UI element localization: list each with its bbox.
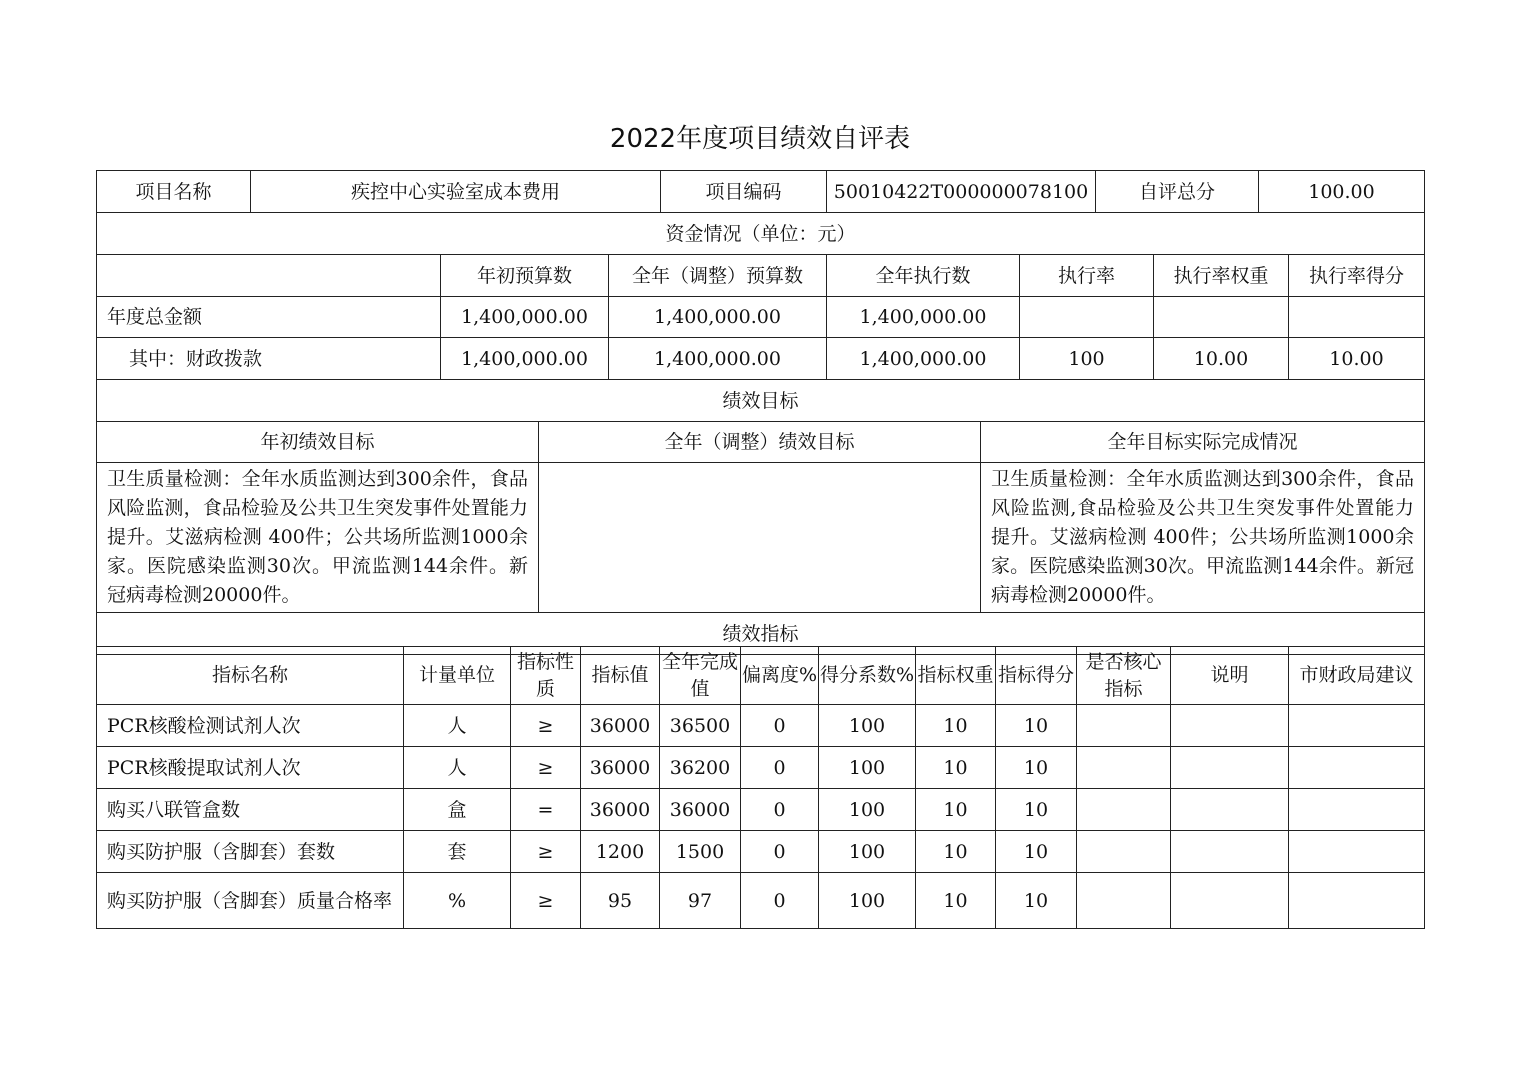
cell	[1289, 789, 1425, 831]
cell: ≥	[511, 705, 581, 747]
cell	[1289, 297, 1425, 338]
header-cell: 执行率权重	[1154, 255, 1289, 297]
page-title: 2022年度项目绩效自评表	[609, 124, 911, 154]
indicators-table	[96, 646, 1425, 929]
cell: 10	[916, 873, 996, 929]
cell: ≥	[511, 873, 581, 929]
indicator-name: 购买八联管盒数	[97, 789, 404, 831]
cell: 盒	[404, 789, 511, 831]
cell	[1154, 297, 1289, 338]
cell: 95	[581, 873, 660, 929]
goals-section-title: 绩效目标	[97, 380, 1425, 422]
indicator-name: PCR核酸提取试剂人次	[97, 747, 404, 789]
header-cell: 指标值	[581, 647, 660, 705]
indicators-header-row	[97, 647, 1425, 705]
cell: 1200	[581, 831, 660, 873]
cell: 36500	[660, 705, 741, 747]
cell	[1171, 747, 1289, 789]
table-row	[97, 705, 1425, 747]
cell: 1,400,000.00	[609, 338, 827, 380]
cell	[1077, 705, 1171, 747]
cell	[1077, 789, 1171, 831]
goals-table	[96, 379, 1425, 655]
cell: 1500	[660, 831, 741, 873]
cell	[1020, 297, 1154, 338]
table-row	[97, 873, 1425, 929]
funds-section-title: 资金情况（单位：元）	[97, 213, 1425, 255]
cell	[1289, 831, 1425, 873]
cell: 人	[404, 705, 511, 747]
header-cell: 全年目标实际完成情况	[981, 422, 1425, 463]
header-cell: 得分系数%	[819, 647, 916, 705]
row-label: 其中：财政拨款	[97, 338, 441, 380]
cell: =	[511, 789, 581, 831]
cell	[1289, 705, 1425, 747]
header-cell: 指标得分	[996, 647, 1077, 705]
cell: 36200	[660, 747, 741, 789]
header-cell: 是否核心指标	[1077, 647, 1171, 705]
cell: 10	[996, 705, 1077, 747]
table-row	[97, 338, 1425, 380]
header-cell: 计量单位	[404, 647, 511, 705]
cell	[1171, 831, 1289, 873]
cell: 100	[819, 873, 916, 929]
project-code: 50010422T000000078100	[827, 171, 1096, 213]
cell	[1289, 873, 1425, 929]
cell: %	[404, 873, 511, 929]
table-row	[97, 747, 1425, 789]
cell: 0	[741, 747, 819, 789]
header-cell	[97, 255, 441, 297]
table-row	[97, 831, 1425, 873]
cell: 100	[819, 705, 916, 747]
project-name: 疾控中心实验室成本费用	[251, 171, 661, 213]
header-cell: 执行率	[1020, 255, 1154, 297]
indicator-name: 购买防护服（含脚套）套数	[97, 831, 404, 873]
header-cell: 全年执行数	[827, 255, 1020, 297]
cell: 0	[741, 705, 819, 747]
cell: 10	[996, 789, 1077, 831]
project-info-table	[96, 170, 1425, 255]
header-cell: 执行率得分	[1289, 255, 1425, 297]
table-row	[97, 789, 1425, 831]
cell: 100	[819, 789, 916, 831]
table-row	[97, 297, 1425, 338]
cell: 10.00	[1289, 338, 1425, 380]
header-cell: 全年（调整）绩效目标	[539, 422, 981, 463]
cell	[1077, 873, 1171, 929]
score-label: 自评总分	[1096, 171, 1259, 213]
header-cell: 指标名称	[97, 647, 404, 705]
cell: 10	[916, 831, 996, 873]
cell: 100	[819, 747, 916, 789]
indicators-section-title: 绩效指标	[97, 613, 1425, 655]
header-cell: 年初预算数	[441, 255, 609, 297]
header-cell: 市财政局建议	[1289, 647, 1425, 705]
indicator-name: 购买防护服（含脚套）质量合格率	[97, 873, 404, 929]
adjusted-goal-text	[539, 463, 981, 613]
cell: 10	[916, 747, 996, 789]
header-cell: 年初绩效目标	[97, 422, 539, 463]
cell: 100	[819, 831, 916, 873]
header-cell: 说明	[1171, 647, 1289, 705]
cell: 10.00	[1154, 338, 1289, 380]
header-cell: 全年完成值	[660, 647, 741, 705]
cell	[1171, 873, 1289, 929]
cell: 10	[996, 831, 1077, 873]
cell: ≥	[511, 747, 581, 789]
cell	[1077, 747, 1171, 789]
cell: 100	[1020, 338, 1154, 380]
cell: ≥	[511, 831, 581, 873]
cell: 10	[916, 705, 996, 747]
cell: 10	[916, 789, 996, 831]
cell: 10	[996, 747, 1077, 789]
actual-completion-text: 卫生质量检测：全年水质监测达到300余件，食品风险监测,食品检验及公共卫生突发事件处置能力提升。艾滋病检测 400件；公共场所监测1000余家。医院感染监测30次。甲流监测144余件。新冠病毒检测20000件。	[981, 463, 1425, 613]
funds-table	[96, 254, 1425, 380]
header-cell: 指标权重	[916, 647, 996, 705]
header-cell: 偏离度%	[741, 647, 819, 705]
cell: 0	[741, 831, 819, 873]
cell: 10	[996, 873, 1077, 929]
indicator-name: PCR核酸检测试剂人次	[97, 705, 404, 747]
cell: 0	[741, 873, 819, 929]
cell: 0	[741, 789, 819, 831]
cell: 套	[404, 831, 511, 873]
header-cell: 指标性质	[511, 647, 581, 705]
cell: 1,400,000.00	[609, 297, 827, 338]
cell: 1,400,000.00	[441, 338, 609, 380]
cell: 1,400,000.00	[441, 297, 609, 338]
initial-goal-text: 卫生质量检测：全年水质监测达到300余件，食品风险监测，食品检验及公共卫生突发事件处置能力提升。艾滋病检测 400件；公共场所监测1000余家。医院感染监测30次。甲流监测144余件。新冠病毒检测20000件。	[97, 463, 539, 613]
cell: 36000	[581, 789, 660, 831]
cell	[1171, 705, 1289, 747]
code-label: 项目编码	[661, 171, 827, 213]
header-cell: 全年（调整）预算数	[609, 255, 827, 297]
cell: 36000	[660, 789, 741, 831]
cell: 1,400,000.00	[827, 338, 1020, 380]
cell	[1171, 789, 1289, 831]
cell	[1077, 831, 1171, 873]
name-label: 项目名称	[97, 171, 251, 213]
funds-header-row	[97, 255, 1425, 297]
cell: 97	[660, 873, 741, 929]
cell: 1,400,000.00	[827, 297, 1020, 338]
row-label: 年度总金额	[97, 297, 441, 338]
cell	[1289, 747, 1425, 789]
total-score: 100.00	[1259, 171, 1425, 213]
cell: 人	[404, 747, 511, 789]
cell: 36000	[581, 705, 660, 747]
cell: 36000	[581, 747, 660, 789]
